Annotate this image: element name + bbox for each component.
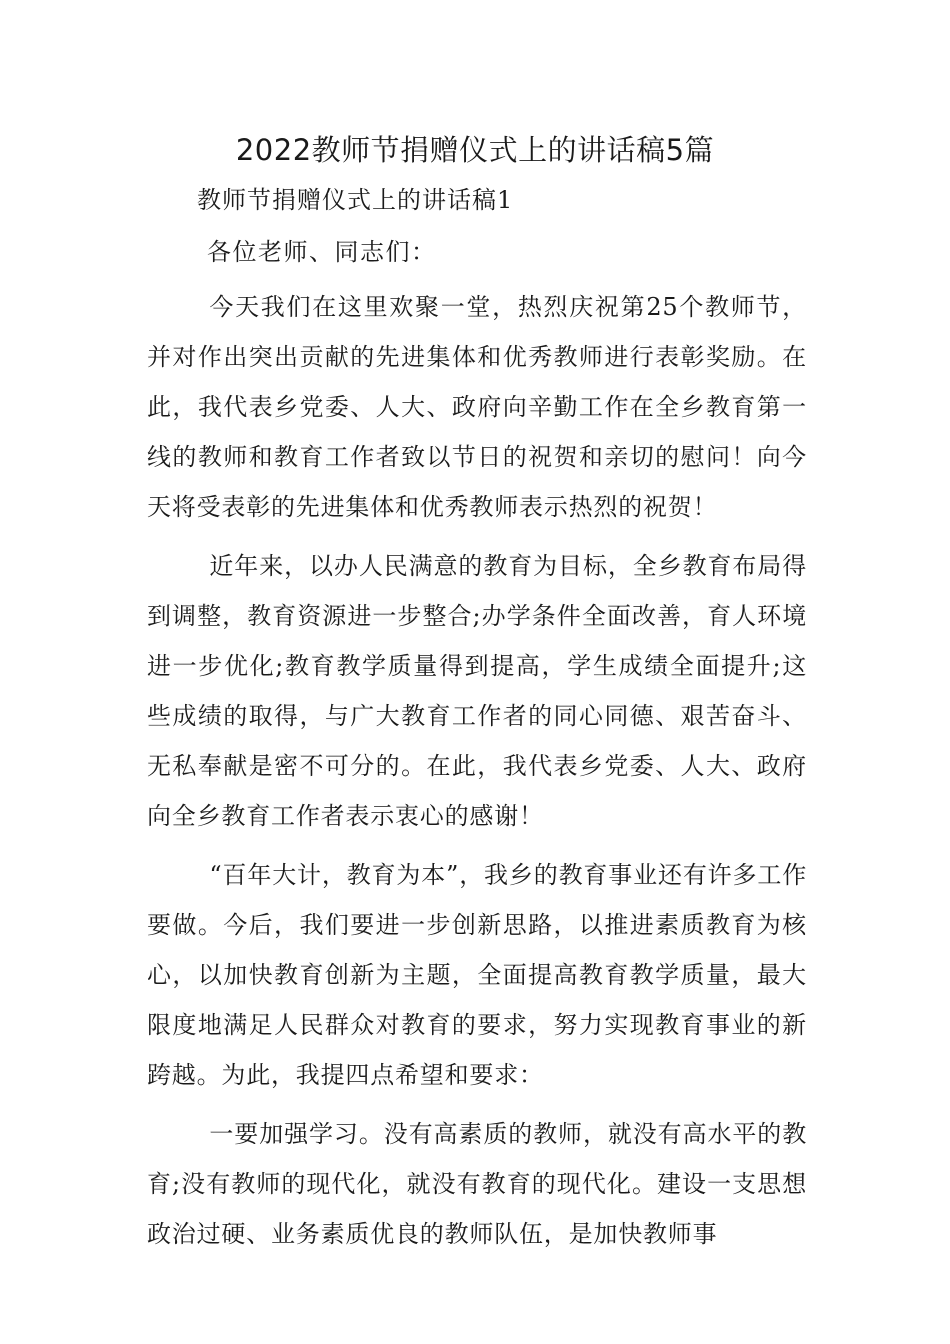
speech-body	[147, 282, 807, 1268]
speech-subtitle: 教师节捐赠仪式上的讲话稿1	[197, 186, 514, 214]
paragraph-strengthen-learning: 一要加强学习。没有高素质的教师，就没有高水平的教育;没有教师的现代化，就没有教育的现代化。建设一支思想政治过硬、业务素质优良的教师队伍，是加快教师事	[147, 1120, 807, 1248]
paragraph-future-work: “百年大计，教育为本”，我乡的教育事业还有许多工作要做。今后，我们要进一步创新思路，以推进素质教育为核心，以加快教育创新为主题，全面提高教育教学质量，最大限度地满足人民群众对教育的要求，努力实现教育事业的新跨越。为此，我提四点希望和要求：	[147, 861, 807, 1089]
paragraph-achievements: 近年来，以办人民满意的教育为目标，全乡教育布局得到调整，教育资源进一步整合;办学条件全面改善，育人环境进一步优化;教育教学质量得到提高，学生成绩全面提升;这些成绩的取得，与广大教育工作者的同心同德、艰苦奋斗、无私奉献是密不可分的。在此，我代表乡党委、人大、政府向全乡教育工作者表示衷心的感谢！	[147, 552, 807, 830]
document-title: 2022教师节捐赠仪式上的讲话稿5篇	[235, 133, 715, 167]
salutation: 各位老师、同志们：	[207, 238, 437, 266]
paragraph-celebration: 今天我们在这里欢聚一堂，热烈庆祝第25个教师节，并对作出突出贡献的先进集体和优秀教师进行表彰奖励。在此，我代表乡党委、人大、政府向辛勤工作在全乡教育第一线的教师和教育工作者致以节日的祝贺和亲切的慰问！向今天将受表彰的先进集体和优秀教师表示热烈的祝贺！	[147, 293, 807, 521]
